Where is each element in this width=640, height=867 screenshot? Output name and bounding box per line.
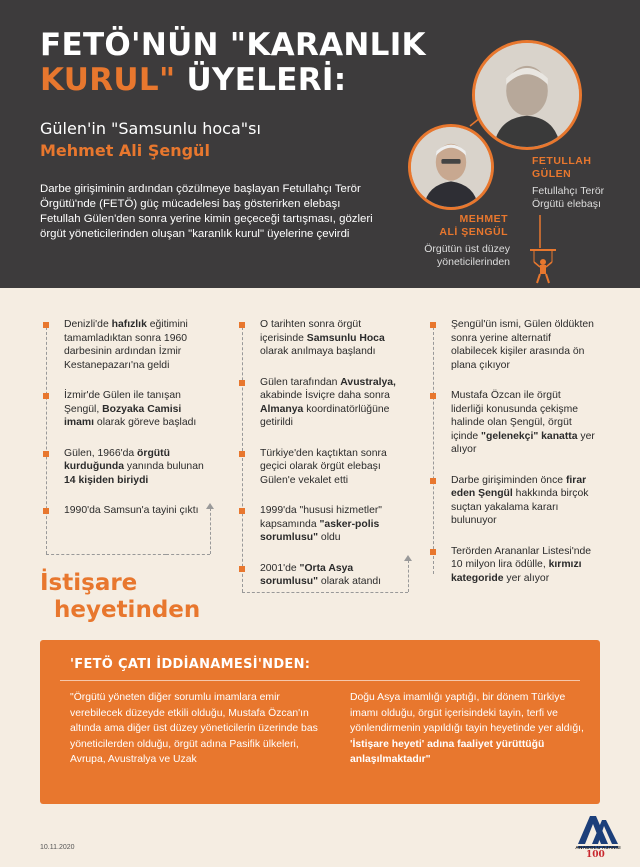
sengul-photo [408, 124, 494, 210]
anadolu-agency-logo-icon [572, 812, 624, 858]
timeline-bullet [239, 508, 245, 514]
timeline-item [236, 504, 401, 545]
timeline-text: yer alıyor [451, 430, 595, 455]
timeline-text: hakkında birçok suçtan yakalama kararı bulunuyor [451, 488, 589, 526]
timeline-bullet [43, 451, 49, 457]
timeline-text: Türkiye'den kaçtıktan sonra geçici olarak örgüt elebaşı Gülen'e vekalet etti [260, 447, 387, 486]
timeline-item [427, 318, 595, 372]
gulen-photo [472, 40, 582, 150]
timeline-item [427, 389, 595, 457]
timeline-column-3 [427, 318, 595, 602]
timeline-text: Gülen tarafından [260, 376, 341, 388]
timeline-text: akabinde İsviçre daha sonra [260, 390, 390, 401]
intro-paragraph: Darbe girişiminin ardından çözülmeye başlayan Fetullahçı Terör Örgütü'nde (FETÖ) güç mücadelesi baş gösterirken elebaşı Fetullah Gülen'den sonra yerine kimin geçeceği tartışması, gözleri örgüt yöneticilerinden oluşan "karanlık kurul" üyelerine çevirdi [40, 183, 373, 240]
svg-text:100: 100 [586, 850, 605, 858]
timeline-bullet [239, 451, 245, 457]
title-line2-white: ÜYELERİ: [175, 62, 347, 98]
timeline-text-bold: Avustralya, [340, 376, 396, 388]
timeline-bullet [430, 549, 436, 555]
timeline-bullet [430, 478, 436, 484]
timeline-text: 1990'da Samsun'a tayini çıktı [64, 505, 199, 516]
timeline-column-1 [40, 318, 210, 535]
timeline-bullet [43, 393, 49, 399]
istisare-heading: İstişare heyetinden [40, 570, 201, 623]
timeline-text: olarak göreve başladı [94, 417, 197, 428]
timeline-text: 2001'de [260, 562, 300, 574]
sengul-name: MEHMET ALİ ŞENGÜL [439, 213, 508, 238]
timeline-text: Terörden Arananlar Listesi'nde 10 milyon lira ödülle, [451, 545, 592, 570]
timeline-text: İzmir'de Gülen ile tanışan Şengül, [64, 390, 181, 415]
timeline-text: koordinatörlüğüne getirildi [260, 403, 390, 428]
timeline-item [236, 562, 401, 589]
timeline-item [40, 504, 210, 518]
timeline-text: O tarihten sonra örgüt içerisinde [260, 319, 362, 344]
indictment-left-text: "Örgütü yöneten diğer sorumlu imamlara emir verebilecek düzeyde etkili olduğu, Mustafa Özcan'ın altında ama diğer üst düzey yöneticilerin üzerinde bas yöneticilerden olduğu, örgüt adına Pasifik ülkeleri, Avrupa, Avustralya ve Uzak [70, 692, 318, 765]
title-line1: FETÖ'NÜN "KARANLIK [40, 27, 426, 63]
timeline-text-bold: hafızlık [111, 319, 147, 330]
timeline-bullet [430, 322, 436, 328]
timeline-text-bold: Bozyaka Camisi imamı [64, 403, 182, 428]
timeline-text-bold: "Orta Asya sorumlusu" [260, 562, 354, 587]
timeline-text: 1999'da "hususi hizmetler" kapsamında [260, 505, 382, 530]
timeline-item [236, 447, 401, 488]
timeline-item [40, 389, 210, 430]
timeline-item [40, 447, 210, 488]
timeline-text-bold: "gelenekçi" kanatta [481, 430, 578, 442]
timeline-item [236, 318, 401, 359]
timeline-connector-1c [166, 554, 210, 555]
timeline-text: Darbe girişiminden önce [451, 474, 566, 486]
timeline-text: olarak anılmaya başlandı [260, 346, 376, 357]
timeline-text: Şengül'ün ismi, Gülen öldükten sonra yerine alternatif olabilecek kişiler arasında ön plana çıkıyor [451, 319, 594, 371]
gulen-role: Fetullahçı Terör Örgütü elebaşı [532, 185, 605, 210]
sengul-role: Örgütün üst düzey yöneticilerinden [424, 243, 510, 268]
timeline-item [40, 318, 210, 372]
timeline-text-bold: örgütü kurduğunda [64, 447, 170, 472]
timeline-text: Mustafa Özcan ile örgüt liderliği konusunda çekişme halinde olan Şengül, örgüt içinde [451, 390, 579, 442]
timeline-text-bold: 14 kişiden biriydi [64, 474, 149, 486]
timeline-text: eğitimini tamamladıktan sonra 1960 darbesinin ardından İzmir Kestanepazarı'na geldi [64, 319, 188, 371]
timeline-item [427, 474, 595, 528]
puppet-icon [530, 250, 556, 283]
timeline-bullet [239, 566, 245, 572]
timeline-item [236, 376, 401, 430]
timeline-arrow-2 [404, 555, 412, 561]
timeline-bullet [43, 508, 49, 514]
timeline-text: oldu [318, 532, 341, 543]
gulen-name: FETULLAH GÜLEN [532, 155, 592, 180]
subtitle-line1: Gülen'in "Samsunlu hoca"sı [40, 119, 261, 138]
timeline-connector-1b [210, 508, 211, 554]
timeline-text: Gülen, 1966'da [64, 447, 138, 459]
timeline-text-bold: kırmızı kategoride [451, 559, 582, 584]
timeline-text: yer alıyor [503, 572, 550, 584]
timeline-bullet [43, 322, 49, 328]
timeline-text-bold: firar eden Şengül [451, 474, 587, 499]
title-line2-orange: KURUL" [40, 62, 176, 98]
timeline-bullet [239, 380, 245, 386]
timeline-text-bold: "asker-polis sorumlusu" [260, 518, 380, 543]
timeline-column-2 [236, 318, 401, 606]
indictment-divider [60, 680, 580, 681]
indictment-title: 'FETÖ ÇATI İDDİANAMESİ'NDEN: [70, 657, 311, 672]
timeline-text: Denizli'de [64, 319, 112, 330]
timeline-bullet [430, 393, 436, 399]
timeline-text: yanında bulunan [124, 461, 204, 472]
publish-date: 10.11.2020 [40, 844, 75, 851]
timeline-item [427, 545, 595, 586]
timeline-text-bold: Samsunlu Hoca [306, 332, 385, 344]
timeline-bullet [239, 322, 245, 328]
indictment-right-text: Doğu Asya imamlığı yaptığı, bir dönem Türkiye imamı olduğu, örgüt içerisindeki tayin, terfi ve yönlendirmenin yapıldığı tayin heyetinde yer aldığı, 'İstişare heyeti' adına faaliyet yürüttüğü anlaşılmaktadır" [350, 692, 584, 765]
timeline-connector-1 [46, 554, 166, 555]
agency-name: ANADOLU AJANSI [575, 846, 621, 851]
timeline-text-bold: Almanya [260, 403, 304, 415]
subtitle-line2: Mehmet Ali Şengül [40, 141, 210, 160]
timeline-text: olarak atandı [318, 576, 382, 587]
timeline-connector-2b [408, 560, 409, 592]
